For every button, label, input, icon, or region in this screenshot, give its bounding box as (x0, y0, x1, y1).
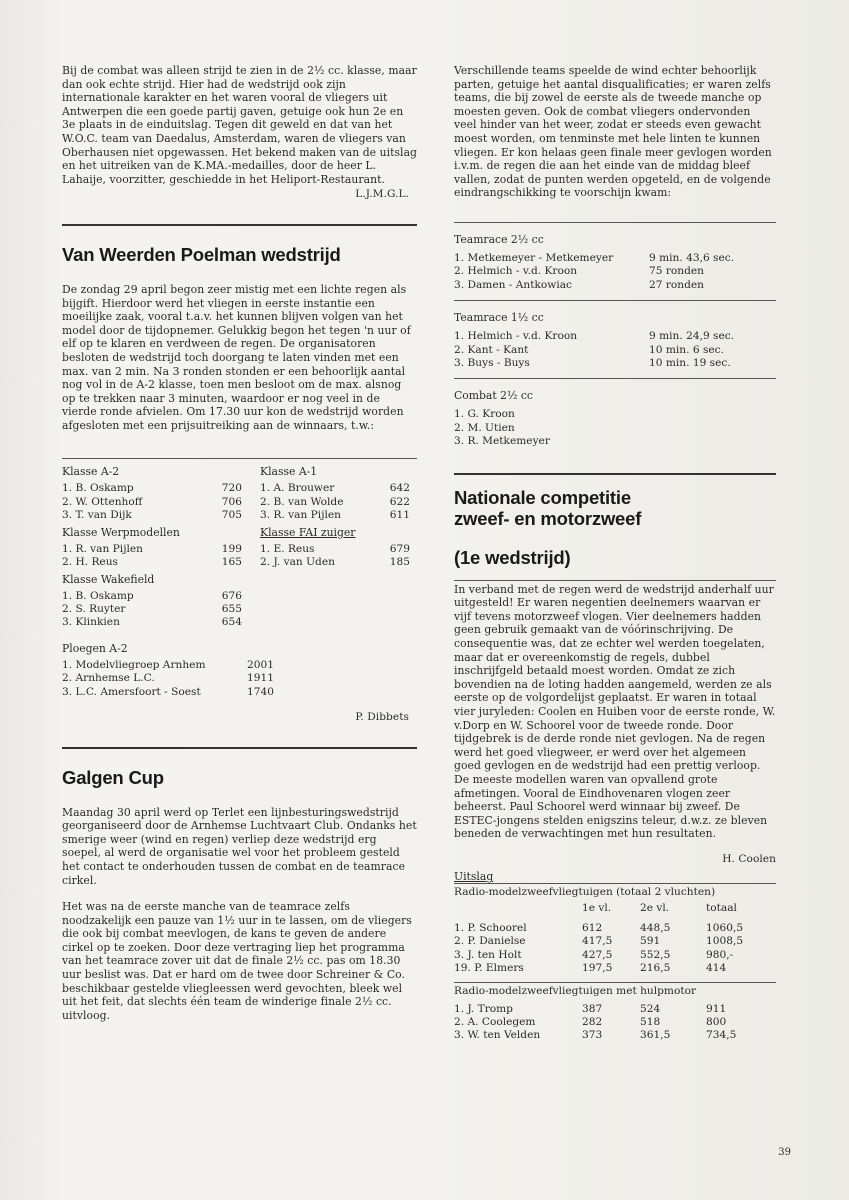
result-name: 1. G. Kroon (454, 408, 515, 421)
col-header: 1e vl. (582, 902, 612, 915)
result-value: 185 (389, 556, 410, 569)
result-value: 2001 (247, 658, 274, 671)
result-value: 622 (389, 495, 410, 508)
result-value: 197,5 (582, 962, 613, 975)
result-name: 1. R. van Pijlen (62, 542, 143, 555)
result-row (454, 962, 774, 975)
result-row (454, 252, 774, 265)
result-name: 2. S. Ruyter (62, 602, 126, 615)
section-divider (62, 747, 417, 749)
section-divider (454, 580, 776, 581)
result-name: 2. Arnhemse L.C. (62, 672, 155, 685)
page-number: 39 (778, 1147, 791, 1158)
result-value: 361,5 (640, 1029, 671, 1042)
result-value: 800 (706, 1015, 727, 1028)
klasse-fai-title: Klasse FAI zuiger (260, 525, 356, 539)
teamrace-15-box (454, 300, 776, 374)
result-name: 2. M. Utien (454, 421, 515, 434)
title-line-2: zweef- en motorzweef (454, 507, 642, 529)
teamrace-15-table (454, 330, 774, 370)
result-row (260, 509, 410, 522)
result-value: 591 (640, 935, 661, 948)
klasse-a2-title: Klasse A-2 (62, 465, 120, 479)
right-column (454, 64, 776, 1047)
result-row (454, 279, 774, 292)
result-value: 552,5 (640, 948, 671, 961)
result-value: 1008,5 (706, 935, 744, 948)
result-value: 706 (221, 495, 242, 508)
result-name: 3. L.C. Amersfoort - Soest (62, 685, 201, 698)
result-name: 1. Modelvliegroep Arnhem (62, 658, 206, 671)
result-name: 2. B. van Wolde (260, 495, 344, 508)
result-row (454, 330, 774, 343)
left-column (62, 64, 417, 1022)
result-name: 3. W. ten Velden (454, 1029, 541, 1042)
result-name: 1. P. Schoorel (454, 921, 527, 934)
radio1-title: Radio-modelzweefvliegtuigen (totaal 2 vluchten) (454, 886, 716, 899)
result-name: 3. T. van Dijk (62, 509, 132, 522)
result-value: 612 (582, 921, 603, 934)
result-value: 387 (582, 1002, 603, 1015)
result-value: 518 (640, 1015, 661, 1028)
result-name: 1. B. Oskamp (62, 589, 134, 602)
combat-table (454, 408, 550, 448)
result-row (454, 1016, 774, 1029)
radio1-header-row (454, 902, 774, 915)
section-title-van-weerden: Van Weerden Poelman wedstrijd (62, 243, 341, 265)
klasse-werp-title: Klasse Werpmodellen (62, 525, 180, 539)
intro-signature: L.J.M.G.L. (355, 188, 409, 201)
klasse-fai-table (260, 543, 410, 570)
teamrace-15-title: Teamrace 1½ cc (454, 311, 544, 325)
dibbets-signature: P. Dibbets (355, 710, 409, 723)
result-value: 10 min. 6 sec. (649, 343, 724, 356)
teamrace-25-box (454, 222, 776, 296)
combat-intro-paragraph: Bij de combat was alleen strijd te zien in de 2½ cc. klasse, maar dan ook echte strijd. Hier had de wedstrijd ook zijn internationale karakter en het waren vooral de vliegers uit Antwerpen die een goede partij gaven, getuige ook hun 2e en 3e plaats in de einduitslag. Tegen dit geweld en dat van het W.O.C. team van Daedalus, Amsterdam, waren de vliegers van Oberhausen niet opgewassen. Het bekend maken van de uitslag en het uitreiken van de K.MA.-medailles, door de heer L. Lahaije, voorzitter, geschiedde in het Heliport-Restaurant. (62, 64, 418, 186)
result-value: 642 (389, 482, 410, 495)
result-row (260, 556, 410, 569)
coolen-signature: H. Coolen (722, 852, 776, 865)
result-row (454, 422, 550, 435)
result-value: 911 (706, 1002, 727, 1015)
result-value: 679 (389, 542, 410, 555)
result-row (454, 265, 774, 278)
result-name: 3. R. Metkemeyer (454, 435, 550, 448)
result-value: 705 (221, 509, 242, 522)
result-row (62, 672, 302, 685)
result-row (62, 482, 242, 495)
klasse-a1-title: Klasse A-1 (260, 465, 318, 479)
result-row (454, 357, 774, 370)
result-row (62, 659, 302, 672)
klasse-wake-title: Klasse Wakefield (62, 572, 155, 586)
result-row (454, 435, 550, 448)
result-row (454, 344, 774, 357)
radio2-table (454, 1003, 774, 1043)
title-line-1: Nationale competitie (454, 486, 631, 508)
result-value: 75 ronden (649, 265, 704, 278)
teamrace-25-title: Teamrace 2½ cc (454, 232, 544, 246)
result-value: 27 ronden (649, 278, 704, 291)
section-divider (62, 224, 417, 226)
radio2-box (454, 982, 776, 1047)
galgen-paragraph-1: Maandag 30 april werd op Terlet een lijnbesturingswedstrijd georganiseerd door de Arnhemse Luchtvaart Club. Ondanks het smerige weer (wind en regen) verliep deze wedstrijd erg soepel, al werd de organisatie wel voor het probleem gesteld het contact te onderhouden tussen de combat en de teamrace cirkel. (62, 805, 417, 887)
result-row (260, 496, 410, 509)
result-name: 3. Buys - Buys (454, 356, 530, 369)
galgen-paragraph-2: Het was na de eerste manche van de teamrace zelfs noodzakelijk een pauze van 1½ uur in te lassen, om de vliegers die ook bij combat meevlogen, de kans te geven de andere cirkel op te zoeken. Door deze vertraging liep het programma van het teamrace zover uit dat de finale 2½ cc. pas om 18.30 uur beslist was. Dat er hard om de twee door Schreiner & Co. beschikbaar gestelde vliegleessen werd gevochten, bleek wel uit het feit, dat slechts één team de winderige finale 2½ cc. uitvloog. (62, 900, 412, 1022)
result-value: 524 (640, 1002, 661, 1015)
section-title-nationale (454, 487, 776, 529)
result-row (454, 935, 774, 948)
result-name: 2. A. Coolegem (454, 1015, 536, 1028)
result-value: 165 (221, 556, 242, 569)
result-row (260, 482, 410, 495)
result-name: 1. A. Brouwer (260, 482, 335, 495)
result-row (260, 543, 410, 556)
result-name: 2. W. Ottenhoff (62, 495, 143, 508)
result-row (62, 590, 242, 603)
result-value: 1911 (247, 672, 274, 685)
result-value: 10 min. 19 sec. (649, 356, 731, 369)
col-header: totaal (706, 902, 737, 915)
result-name: 3. Klinkien (62, 616, 120, 629)
results-grid (62, 461, 417, 629)
uitslag-heading: Uitslag (454, 870, 494, 884)
result-row (62, 543, 242, 556)
result-value: 9 min. 43,6 sec. (649, 251, 735, 264)
col-header: 2e vl. (640, 902, 670, 915)
result-row (454, 1003, 774, 1016)
result-name: 1. E. Reus (260, 542, 315, 555)
klasse-wake-table (62, 590, 242, 630)
result-value: 448,5 (640, 921, 671, 934)
radio1-table (454, 902, 774, 975)
result-row (62, 603, 242, 616)
radio1-box (454, 883, 776, 979)
result-value: 1740 (247, 685, 274, 698)
result-row (62, 686, 302, 699)
result-name: 3. Damen - Antkowiac (454, 278, 572, 291)
result-value: 676 (221, 589, 242, 602)
nationale-paragraph: In verband met de regen werd de wedstrijd anderhalf uur uitgesteld! Er waren negentien deelnemers waarvan er vijf tevens motorzweef vlogen. Vier deelnemers hadden geen gebruik gemaakt van de vóórinschrijving. De consequentie was, dat ze echter wel werden toegelaten, maar dat er overeenkomstig de regels, dubbel inschrijfgeld betaald moest worden. Omdat ze zich bovendien na de loting hadden aangemeld, werden ze als eerste op de volgordelijst geplaatst. Er waren in totaal vier juryleden: Coolen en Huiben voor de eerste ronde, W. v.Dorp en W. Schoorel voor de tweede ronde. Door tijdgebrek is de derde ronde niet gevlogen. Na de regen werd het goed vliegweer, er werd over het algemeen goed gevlogen en de wedstrijd had een prettig verloop. De meeste modellen waren van opvallend grote afmetingen. Vooral de Eindhovenaren vlogen zeer beheerst. Paul Schoorel werd winnaar bij zweef. De ESTEC-jongens stelden enigszins teleur, d.w.z. ze bleven beneden de verwachtingen met hun resultaten. (454, 582, 776, 841)
result-value: 414 (706, 962, 727, 975)
result-name: 2. H. Reus (62, 556, 118, 569)
result-value: 655 (221, 602, 242, 615)
result-value: 1060,5 (706, 921, 744, 934)
van-weerden-paragraph: De zondag 29 april begon zeer mistig met een lichte regen als bijgift. Hierdoor werd het vliegen in eerste instantie een moeilijke zaak, vooral t.a.v. het kunnen blijven volgen van het model door de tijdopnemer. Gelukkig begon het tegen 'n uur of elf op te klaren en verdween de regen. De organisatoren besloten de wedstrijd toch doorgang te laten vinden met een max. van 2 min. Na 3 ronden stonden er een behoorlijk aantal nog vol in de A-2 klasse, toen men besloot om de max. alsnog op te trekken naar 3 minuten, waardoor er nog veel in de vierde ronde afvielen. Om 17.30 uur kon de wedstrijd worden afgesloten met een prijsuitreiking aan de winnaars, t.w.: (62, 282, 411, 432)
section-divider (454, 473, 776, 475)
result-row (62, 616, 242, 629)
result-name: 19. P. Elmers (454, 962, 524, 975)
klasse-werp-table (62, 543, 242, 570)
result-value: 216,5 (640, 962, 671, 975)
result-row (62, 509, 242, 522)
result-name: 1. J. Tromp (454, 1002, 513, 1015)
result-name: 1. B. Oskamp (62, 482, 134, 495)
result-value: 654 (221, 616, 242, 629)
klasse-a1-table (260, 482, 410, 522)
result-name: 2. Kant - Kant (454, 343, 529, 356)
result-name: 2. Helmich - v.d. Kroon (454, 265, 578, 278)
result-value: 417,5 (582, 935, 613, 948)
result-value: 611 (389, 509, 410, 522)
section-subtitle: (1e wedstrijd) (454, 546, 571, 568)
combat-title: Combat 2½ cc (454, 389, 533, 403)
result-name: 3. R. van Pijlen (260, 509, 341, 522)
result-value: 980,- (706, 948, 734, 961)
result-name: 3. J. ten Holt (454, 948, 522, 961)
result-value: 734,5 (706, 1029, 737, 1042)
result-value: 199 (221, 542, 242, 555)
result-row (454, 408, 550, 421)
klasse-a2-table (62, 482, 242, 522)
result-value: 720 (221, 482, 242, 495)
result-name: 2. P. Danielse (454, 935, 526, 948)
result-name: 1. Helmich - v.d. Kroon (454, 330, 578, 343)
result-row (454, 1029, 774, 1042)
result-row (62, 556, 242, 569)
radio2-title: Radio-modelzweefvliegtuigen met hulpmotor (454, 984, 697, 997)
result-row (454, 949, 774, 962)
result-value: 373 (582, 1029, 603, 1042)
teamrace-25-table (454, 252, 774, 292)
combat-box (454, 378, 776, 452)
ploegen-title: Ploegen A-2 (62, 641, 128, 655)
result-row (62, 496, 242, 509)
result-name: 1. Metkemeyer - Metkemeyer (454, 251, 614, 264)
result-value: 282 (582, 1015, 603, 1028)
result-value: 9 min. 24,9 sec. (649, 330, 735, 343)
result-name: 2. J. van Uden (260, 556, 335, 569)
results-divider (62, 458, 417, 459)
right-intro-paragraph: Verschillende teams speelde de wind echter behoorlijk parten, getuige het aantal disqualificaties; er waren zelfs teams, die bij zowel de eerste als de tweede manche op moesten geven. Ook de combat vliegers ondervonden veel hinder van het weer, zodat er steeds even gewacht moest worden, om tenminste met hele linten te kunnen vliegen. Er kon helaas geen finale meer gevlogen worden i.v.m. de regen die aan het einde van de middag bleef vallen, zodat de punten werden opgeteld, en de volgende eindrangschikking te voorschijn kwam: (454, 64, 772, 200)
result-value: 427,5 (582, 948, 613, 961)
section-title-galgen-cup: Galgen Cup (62, 766, 164, 788)
result-row (454, 922, 774, 935)
ploegen-table (62, 659, 302, 699)
